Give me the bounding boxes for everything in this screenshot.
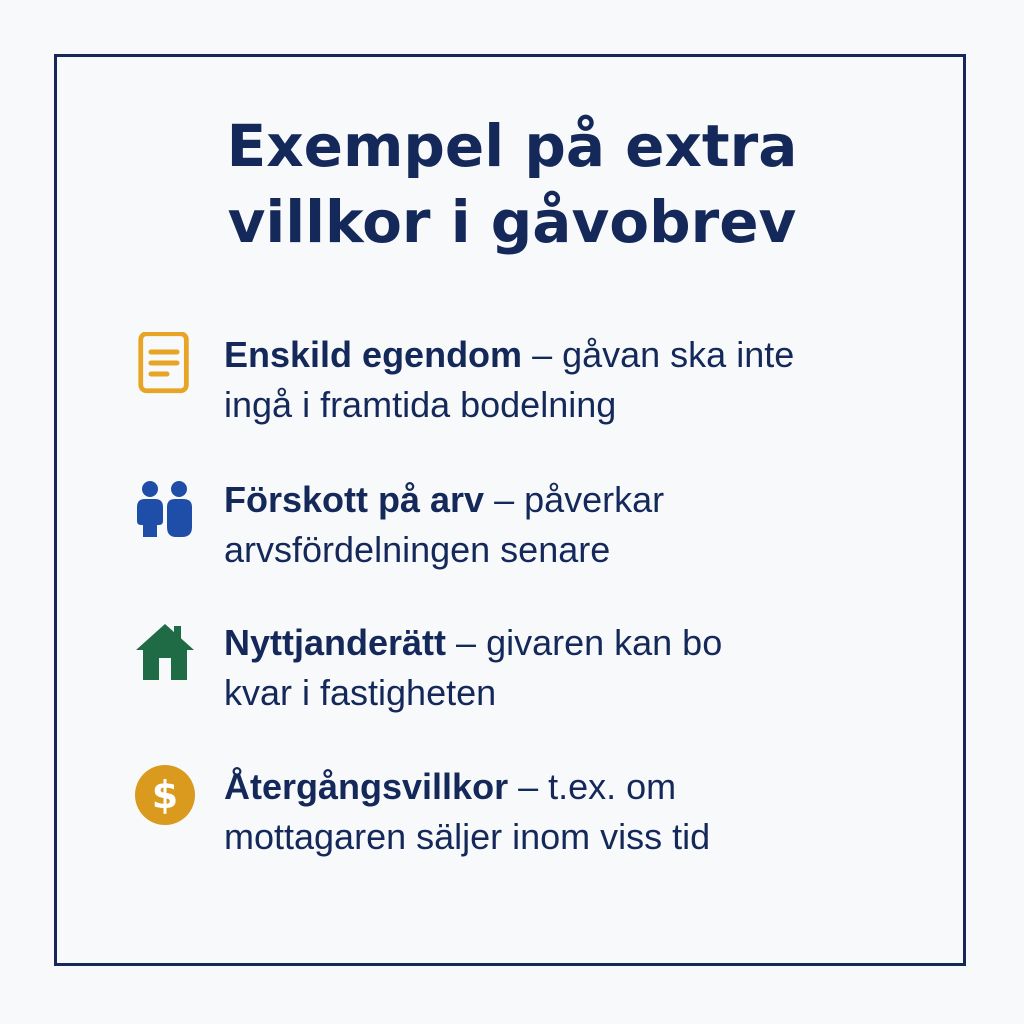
item-desc-line-2: mottagaren säljer inom viss tid (224, 816, 711, 857)
item-text (224, 762, 874, 862)
item-desc-line-2: ingå i framtida bodelning (224, 384, 617, 425)
house-icon (134, 620, 196, 682)
item-dash: – (522, 334, 563, 375)
svg-text:$: $ (151, 773, 179, 817)
item-desc-line-2: kvar i fastigheten (224, 672, 497, 713)
item-text (224, 330, 874, 430)
item-dash: – (446, 622, 487, 663)
item-heading: Nyttjanderätt (224, 622, 447, 663)
dollar-coin-icon (134, 764, 196, 826)
item-dash: – (508, 766, 549, 807)
item-heading: Enskild egendom (224, 334, 523, 375)
item-desc-line-1: påverkar (524, 479, 665, 520)
item-heading: Återgångsvillkor (224, 766, 509, 807)
document-icon (134, 332, 196, 394)
item-desc-line-1: t.ex. om (548, 766, 677, 807)
item-text (224, 618, 874, 718)
item-desc-line-2: arvsfördelningen senare (224, 529, 611, 570)
item-dash: – (484, 479, 525, 520)
title-line-2: villkor i gåvobrev (227, 188, 797, 256)
item-heading: Förskott på arv (224, 479, 485, 520)
people-icon (134, 477, 196, 539)
title-line-1: Exempel på extra (226, 112, 798, 180)
item-desc-line-1: givaren kan bo (486, 622, 723, 663)
item-desc-line-1: gåvan ska inte (562, 334, 795, 375)
item-text (224, 475, 874, 575)
page-title (0, 108, 1024, 260)
